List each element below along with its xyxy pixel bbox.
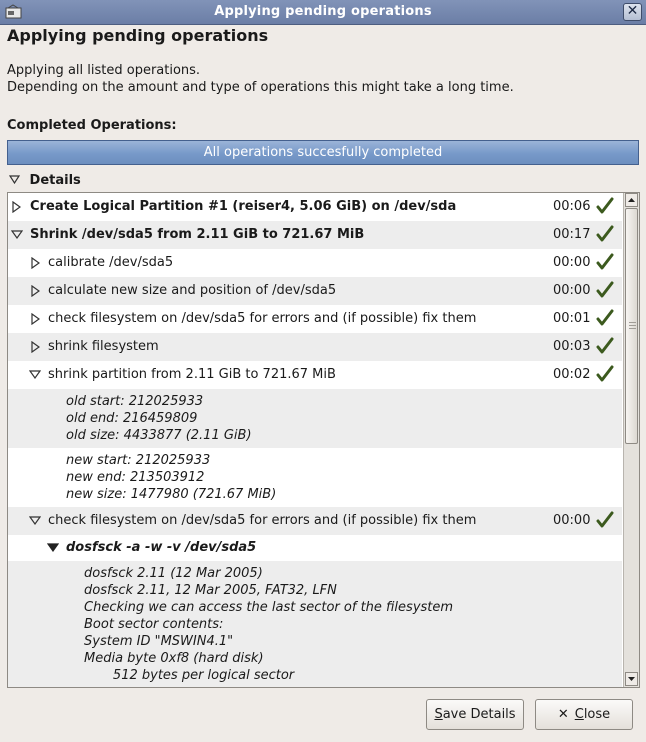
- output-line: dosfsck 2.11, 12 Mar 2005, FAT32, LFN: [84, 583, 337, 598]
- old-geometry-block: [8, 389, 622, 448]
- details-expander[interactable]: [9, 173, 81, 188]
- success-check-icon: [596, 253, 614, 271]
- operation-label: calibrate /dev/sda5: [48, 255, 174, 270]
- completed-operations-label: Completed Operations:: [7, 118, 177, 133]
- tree-row-check-filesystem-2[interactable]: [8, 507, 622, 535]
- description-line-2: Depending on the amount and type of operations this might take a long time.: [7, 80, 514, 95]
- window-title: Applying pending operations: [214, 4, 432, 19]
- command-output-block: [8, 561, 622, 688]
- operation-label: shrink partition from 2.11 GiB to 721.67 MiB: [48, 367, 336, 382]
- operation-label: shrink filesystem: [48, 339, 159, 354]
- operation-label: calculate new size and position of /dev/sda5: [48, 283, 337, 298]
- expand-arrow-icon[interactable]: [31, 257, 41, 269]
- expand-arrow-icon[interactable]: [12, 201, 22, 213]
- tree-row-shrink-partition[interactable]: [8, 361, 622, 389]
- operation-time: 00:17: [553, 227, 591, 242]
- expand-arrow-icon[interactable]: [31, 285, 41, 297]
- output-line: dosfsck 2.11 (12 Mar 2005): [84, 566, 263, 581]
- close-button[interactable]: [535, 699, 633, 730]
- collapse-arrow-icon[interactable]: [29, 370, 39, 382]
- description: [7, 62, 514, 96]
- operation-label: check filesystem on /dev/sda5 for errors and (if possible) fix them: [48, 513, 477, 528]
- detail-line: new size: 1477980 (721.67 MiB): [66, 487, 277, 502]
- operation-time: 00:02: [553, 367, 591, 382]
- expand-arrow-icon[interactable]: [31, 341, 41, 353]
- thumb-grip: [629, 325, 636, 326]
- detail-line: new end: 213503912: [66, 470, 205, 485]
- success-check-icon: [596, 365, 614, 383]
- new-geometry-block: [8, 448, 622, 507]
- operation-label: check filesystem on /dev/sda5 for errors and (if possible) fix them: [48, 311, 477, 326]
- progress-bar: [7, 140, 639, 165]
- operation-time: 00:06: [553, 199, 591, 214]
- collapse-arrow-icon[interactable]: [11, 230, 21, 242]
- save-details-mnemonic: S: [434, 707, 443, 722]
- success-check-icon: [596, 197, 614, 215]
- scroll-up-button[interactable]: [625, 193, 638, 207]
- output-line: Boot sector contents:: [84, 617, 224, 632]
- scroll-down-button[interactable]: [625, 672, 638, 686]
- tree-row-calibrate[interactable]: [8, 249, 622, 277]
- thumb-grip: [629, 328, 636, 329]
- close-label: lose: [583, 707, 611, 722]
- page-heading: Applying pending operations: [7, 26, 269, 45]
- description-line-1: Applying all listed operations.: [7, 63, 201, 78]
- tree-row-command[interactable]: [8, 535, 622, 561]
- operation-time: 00:00: [553, 513, 591, 528]
- collapse-arrow-icon[interactable]: [47, 543, 57, 555]
- tree-row-shrink-filesystem[interactable]: [8, 333, 622, 361]
- title-bar[interactable]: [0, 0, 646, 25]
- save-details-label: ave Details: [442, 707, 516, 722]
- close-mnemonic: C: [574, 707, 584, 722]
- detail-line: old end: 216459809: [66, 411, 198, 426]
- detail-line: new start: 212025933: [66, 453, 211, 468]
- expand-arrow-icon[interactable]: [31, 313, 41, 325]
- details-label: Details: [29, 173, 81, 188]
- detail-line: old size: 4433877 (2.11 GiB): [66, 428, 252, 443]
- detail-line: old start: 212025933: [66, 394, 204, 409]
- success-check-icon: [596, 511, 614, 529]
- command-label: dosfsck -a -w -v /dev/sda5: [66, 540, 257, 555]
- output-line: 512 bytes per logical sector: [84, 668, 295, 683]
- operation-label: Shrink /dev/sda5 from 2.11 GiB to 721.67 MiB: [30, 227, 365, 242]
- output-line: Media byte 0xf8 (hard disk): [84, 651, 264, 666]
- chevron-down-icon: [9, 174, 25, 187]
- collapse-arrow-icon[interactable]: [29, 516, 39, 528]
- vertical-scrollbar[interactable]: [623, 193, 639, 687]
- success-check-icon: [596, 337, 614, 355]
- close-icon: ✕: [557, 707, 569, 722]
- operation-time: 00:01: [553, 311, 591, 326]
- save-details-button[interactable]: [426, 699, 524, 730]
- tree-row-shrink[interactable]: [8, 221, 622, 249]
- thumb-grip: [629, 322, 636, 323]
- operation-label: Create Logical Partition #1 (reiser4, 5.06 GiB) on /dev/sda: [30, 199, 457, 214]
- operation-time: 00:00: [553, 255, 591, 270]
- tree-row-create-partition[interactable]: [8, 193, 622, 221]
- tree-row-calculate[interactable]: [8, 277, 622, 305]
- tree-row-check-filesystem[interactable]: [8, 305, 622, 333]
- operation-time: 00:03: [553, 339, 591, 354]
- operation-time: 00:00: [553, 283, 591, 298]
- scrollbar-thumb[interactable]: [625, 208, 638, 444]
- output-line: Checking we can access the last sector of the filesystem: [84, 600, 454, 615]
- success-check-icon: [596, 225, 614, 243]
- window-close-button[interactable]: ✕: [623, 3, 642, 21]
- operations-tree[interactable]: [7, 192, 640, 688]
- success-check-icon: [596, 309, 614, 327]
- success-check-icon: [596, 281, 614, 299]
- progress-text: All operations succesfully completed: [203, 145, 443, 160]
- output-line: System ID "MSWIN4.1": [84, 634, 234, 649]
